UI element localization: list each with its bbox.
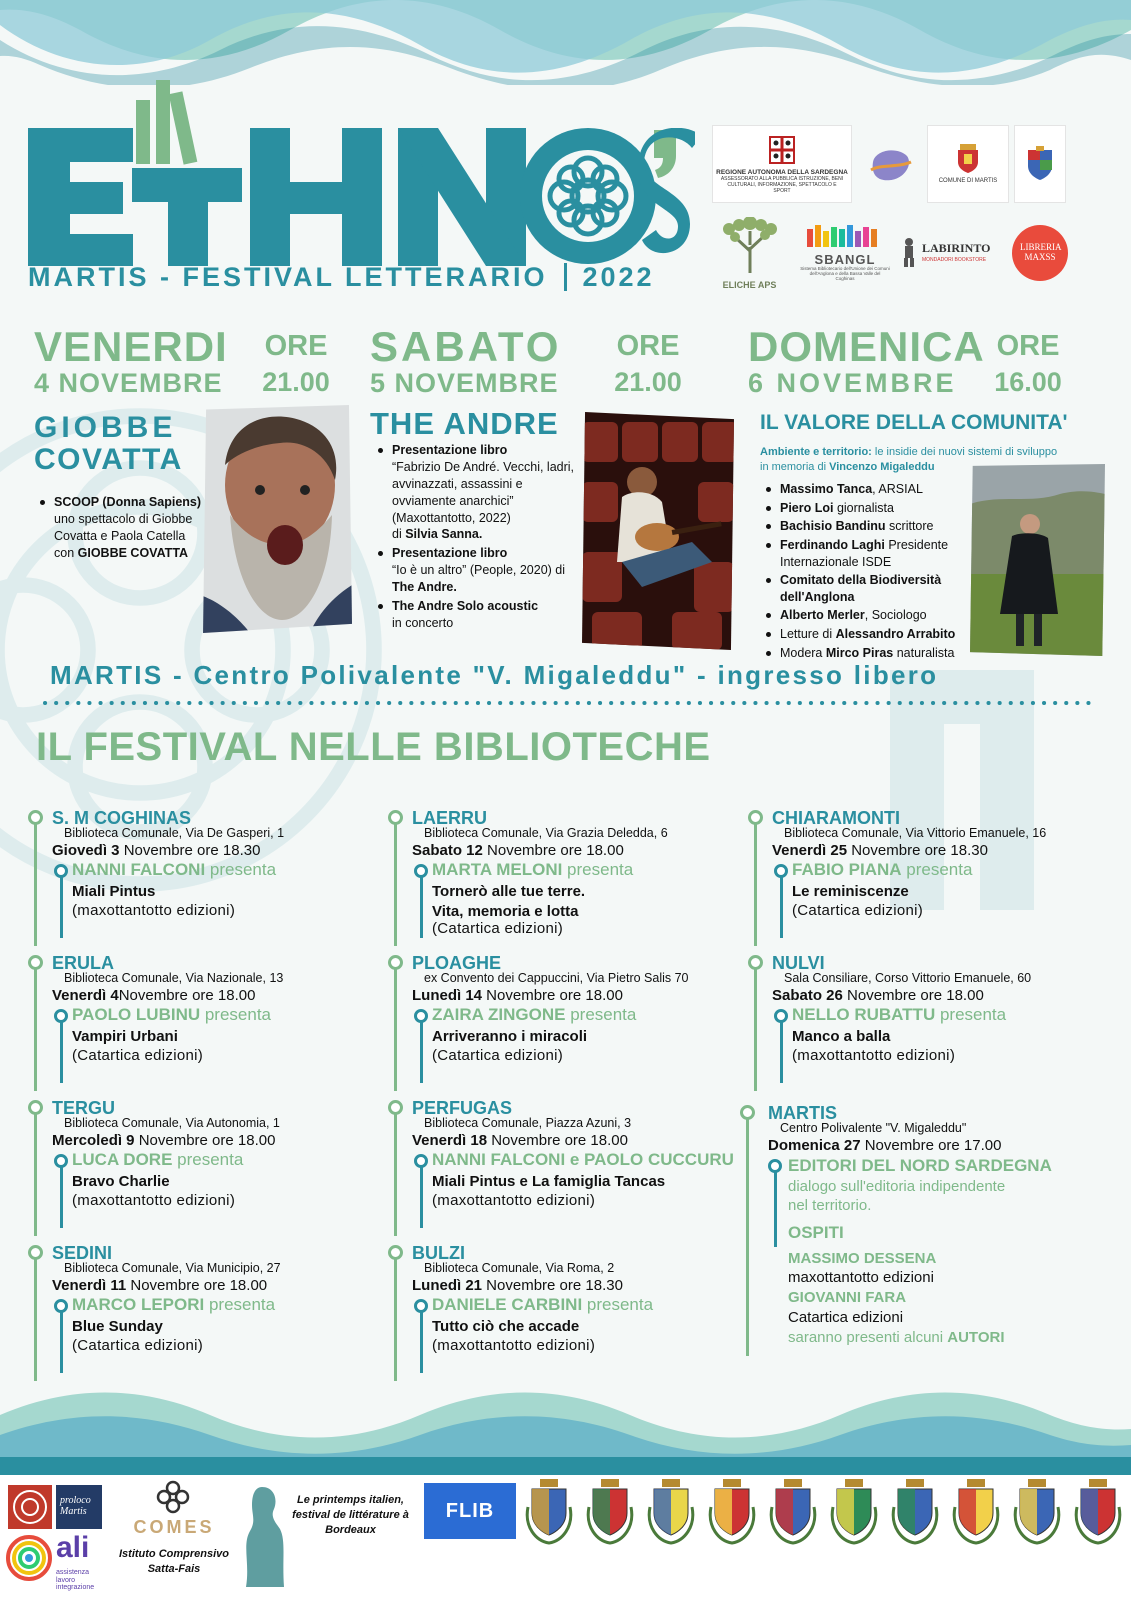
seal-icon: [8, 1485, 52, 1529]
sub-timeline-line: [420, 1305, 423, 1373]
timeline-line: [754, 816, 757, 946]
flib-logo: [424, 1483, 516, 1539]
library-date: Giovedì 3 Novembre ore 18.30: [52, 842, 261, 859]
day-name: VENERDI: [34, 323, 228, 370]
the-andre-photo: [582, 412, 734, 650]
sub-timeline-dot: [54, 1154, 68, 1168]
ethnos-logo: [28, 78, 688, 268]
printemps-italien-text: Le printemps italien, festival de littérature à Bordeaux: [292, 1494, 409, 1536]
dotted-divider: [42, 700, 1102, 706]
sub-timeline-dot: [774, 1009, 788, 1023]
event-andre-title: THE ANDRE: [370, 406, 559, 441]
timeline-dot: [388, 1100, 403, 1115]
book-spines-icon: [805, 225, 885, 247]
library-date: Venerdì 4Novembre ore 18.00: [52, 987, 256, 1004]
timeline-line: [34, 816, 37, 946]
provincia-crest-icon: [1026, 146, 1054, 182]
library-address: Biblioteca Comunale, Via Autonomia, 1: [64, 1116, 280, 1130]
anglona-map-icon: [867, 144, 913, 184]
guest-1-publisher: maxottantotto edizioni: [788, 1269, 934, 1286]
presenter: MARTA MELONI presenta: [432, 860, 634, 879]
list-item: Modera Mirco Piras naturalista: [762, 645, 972, 662]
library-date: Sabato 12 Novembre ore 18.00: [412, 842, 624, 859]
municipal-crest-icon: [829, 1477, 879, 1547]
publisher: (Catartica edizioni): [432, 1047, 564, 1064]
library-entry: [386, 808, 736, 938]
timeline-dot: [388, 955, 403, 970]
day-date: 5 NOVEMBRE: [370, 368, 559, 398]
publisher: (maxottantotto edizioni): [432, 1192, 596, 1209]
sub-timeline-line: [780, 870, 783, 938]
ore-label: ORE: [264, 330, 328, 362]
tree-icon: [719, 217, 781, 275]
book-title: Manco a balla: [792, 1028, 891, 1045]
subtitle-text: MARTIS - FESTIVAL LETTERARIO: [28, 262, 548, 292]
list-item: Alberto Merler, Sociologo: [762, 607, 972, 624]
timeline-line: [394, 816, 397, 946]
library-date: Venerdì 11 Novembre ore 18.00: [52, 1277, 268, 1294]
publisher: (Catartica edizioni): [72, 1047, 204, 1064]
sub-timeline-dot: [54, 864, 68, 878]
library-town: SEDINI: [52, 1243, 113, 1263]
library-entry: [746, 953, 1096, 1083]
publisher: (maxottantotto edizioni): [72, 902, 236, 919]
timeline-line: [746, 1111, 749, 1356]
library-date: Lunedì 21 Novembre ore 18.30: [412, 1277, 623, 1294]
library-address: Biblioteca Comunale, Via Municipio, 27: [64, 1261, 281, 1275]
library-town: NULVI: [772, 953, 825, 973]
sub-timeline-dot: [768, 1159, 782, 1173]
labirinto-name: LABIRINTO: [922, 241, 991, 255]
library-town: PERFUGAS: [412, 1098, 513, 1118]
martis-crest-icon: [956, 144, 980, 174]
timeline-dot: [748, 955, 763, 970]
library-address: Biblioteca Comunale, Via De Gasperi, 1: [64, 826, 285, 840]
publisher: (Catartica edizioni): [432, 920, 564, 937]
library-date: Lunedì 14 Novembre ore 18.00: [412, 987, 623, 1004]
footer-sponsors: [0, 1475, 1131, 1600]
sub-timeline-line: [60, 1160, 63, 1228]
timeline-dot: [748, 810, 763, 825]
list-item: Ferdinando Laghi Presidente Internazionale ISDE: [762, 537, 972, 570]
presenter: NANNI FALCONI presenta: [72, 860, 277, 879]
sbangl-name: SBANGL: [814, 252, 876, 267]
martis-event-title: EDITORI DEL NORD SARDEGNA: [788, 1156, 1052, 1175]
sub-timeline-line: [420, 870, 423, 938]
event-giobbe-details: [36, 494, 206, 564]
list-item: Comitato della Biodiversità dell'Anglona: [762, 572, 972, 605]
sub-timeline-line: [60, 870, 63, 938]
timeline-line: [34, 961, 37, 1091]
timeline-line: [394, 961, 397, 1091]
book-title: Blue Sunday: [72, 1318, 163, 1335]
library-entry: [26, 1098, 376, 1228]
sub-timeline-line: [780, 1015, 783, 1083]
giobbe-covatta-photo: [200, 405, 352, 633]
provincia-logo: [1014, 125, 1066, 203]
time-friday: [256, 332, 336, 396]
list-item: Piero Loi giornalista: [762, 500, 972, 517]
library-entry: [26, 808, 376, 938]
library-town: BULZI: [412, 1243, 465, 1263]
ali-rings-icon: [4, 1533, 54, 1583]
vincenzo-migaleddu-photo: [970, 464, 1105, 656]
presenter: PAOLO LUBINU presenta: [72, 1005, 272, 1024]
book-title: Miali Pintus: [72, 883, 156, 900]
library-entry: [26, 1243, 376, 1373]
timeline-dot: [28, 1245, 43, 1260]
library-town: ERULA: [52, 953, 114, 973]
municipal-crest-icon: [707, 1477, 757, 1547]
martis-address: Centro Polivalente "V. Migaleddu": [780, 1121, 967, 1135]
presenter: ZAIRA ZINGONE presenta: [432, 1005, 637, 1024]
event-andre-details: [374, 442, 586, 634]
martis-event: [738, 1103, 1118, 1363]
municipal-crest-icon: [951, 1477, 1001, 1547]
day-name: DOMENICA: [748, 323, 985, 370]
library-town: LAERRU: [412, 808, 487, 828]
martis-desc-line-2: nel territorio.: [788, 1197, 872, 1214]
comes-knot-icon: [155, 1479, 191, 1515]
library-town: PLOAGHE: [412, 953, 502, 973]
timeline-dot: [388, 810, 403, 825]
timeline-dot: [28, 955, 43, 970]
sub-timeline-dot: [54, 1299, 68, 1313]
day-saturday: [370, 323, 562, 398]
book-title: Le reminiscenze: [792, 883, 909, 900]
sardinia-coat-icon: [767, 135, 797, 165]
venue-line: MARTIS - Centro Polivalente "V. Migaleddu" - ingresso libero: [50, 660, 939, 690]
sub-timeline-dot: [774, 864, 788, 878]
regione-subtitle: ASSESSORATO ALLA PUBBLICA ISTRUZIONE, BENI CULTURALI, INFORMAZIONE, SPETTACOLO E SPORT: [720, 175, 844, 194]
library-date: Venerdì 25 Novembre ore 18.30: [772, 842, 988, 859]
timeline-line: [34, 1106, 37, 1236]
library-entry: [746, 808, 1096, 938]
ore-label: ORE: [996, 330, 1060, 362]
comes-name: COMES: [133, 1517, 215, 1537]
list-item: Bachisio Bandinu scrittore: [762, 518, 972, 535]
libreria-maxss-logo: [1012, 225, 1068, 281]
presenter: FABIO PIANA presenta: [792, 860, 973, 879]
sub-timeline-dot: [414, 864, 428, 878]
list-item: Massimo Tanca, ARSIAL: [762, 481, 972, 498]
eliche-name: ELICHE APS: [722, 280, 777, 290]
book-title: Miali Pintus e La famiglia Tancas: [432, 1173, 666, 1190]
timeline-dot: [388, 1245, 403, 1260]
book-title: Vampiri Urbani: [72, 1028, 178, 1045]
sub-timeline-line: [420, 1015, 423, 1083]
municipal-crest-icon: [524, 1477, 574, 1547]
timeline-dot: [28, 1100, 43, 1115]
municipal-crest-icon: [1073, 1477, 1123, 1547]
library-date: Mercoledì 9 Novembre ore 18.00: [52, 1132, 276, 1149]
flib-name: FLIB: [445, 1499, 495, 1522]
list-item: Presentazione libro “Io è un altro” (People, 2020) di The Andre.: [374, 545, 586, 596]
day-sunday: [748, 323, 985, 398]
list-item: Letture di Alessandro Arrabito: [762, 626, 972, 643]
event-valore-speakers: [762, 481, 972, 663]
publisher: (Catartica edizioni): [72, 1337, 204, 1354]
regione-name: REGIONE AUTONOMA DELLA SARDEGNA: [716, 168, 848, 176]
municipal-crest-icon: [585, 1477, 635, 1547]
top-wave-decoration: [0, 0, 1131, 85]
publisher: (maxottantotto edizioni): [432, 1337, 596, 1354]
library-address: Sala Consiliare, Corso Vittorio Emanuele, 60: [784, 971, 1032, 985]
publisher: (Catartica edizioni): [792, 902, 924, 919]
closing-note: saranno presenti alcuni AUTORI: [788, 1329, 1005, 1346]
ospiti-heading: OSPITI: [788, 1223, 844, 1242]
presenter: NELLO RUBATTU presenta: [792, 1005, 1007, 1024]
event-giobbe-title: [34, 412, 183, 475]
martis-date: Domenica 27 Novembre ore 17.00: [768, 1137, 1002, 1154]
subtitle-divider: [564, 263, 567, 291]
list-item: Presentazione libro “Fabrizio De André. Vecchi, ladri, avvinazzati, assassini e ovviamente anarchici” (Maxottantotto, 2022) di Silvia Sanna.: [374, 442, 586, 543]
timeline-dot: [740, 1105, 755, 1120]
timeline-line: [34, 1251, 37, 1381]
sub-timeline-dot: [414, 1009, 428, 1023]
bottom-wave-decoration: [0, 1385, 1131, 1475]
library-address: Biblioteca Comunale, Via Vittorio Emanuele, 16: [784, 826, 1047, 840]
festival-libraries-title: IL FESTIVAL NELLE BIBLIOTECHE: [36, 725, 711, 769]
library-address: Biblioteca Comunale, Via Nazionale, 13: [64, 971, 284, 985]
labirinto-subtitle: MONDADORI BOOKSTORE: [922, 257, 987, 263]
guest-2-name: GIOVANNI FARA: [788, 1289, 907, 1306]
presenter: DANIELE CARBINI presenta: [432, 1295, 654, 1314]
ali-name: ali: [56, 1531, 90, 1564]
library-town: TERGU: [52, 1098, 115, 1118]
book-title: Tutto ciò che accade: [432, 1318, 580, 1335]
day-name: SABATO: [370, 323, 562, 370]
sub-timeline-dot: [54, 1009, 68, 1023]
library-address: Biblioteca Comunale, Piazza Azuni, 3: [424, 1116, 632, 1130]
sub-timeline-dot: [414, 1299, 428, 1313]
martis-desc-line-1: dialogo sull'editoria indipendente: [788, 1178, 1006, 1195]
timeline-line: [394, 1251, 397, 1381]
libreria-name: LIBRERIA MAXSS: [1020, 242, 1062, 262]
library-town: CHIARAMONTI: [772, 808, 900, 828]
library-entry: [386, 953, 736, 1083]
proloco-logo: proloco Martis: [56, 1485, 102, 1529]
event-valore-title: IL VALORE DELLA COMUNITA': [760, 411, 1068, 434]
day-friday: [34, 323, 228, 398]
logo-letter-s: [640, 128, 695, 268]
guest-2-publisher: Catartica edizioni: [788, 1309, 904, 1326]
sub-timeline-dot: [414, 1154, 428, 1168]
book-title: Arriveranno i miracoli: [432, 1028, 588, 1045]
labirinto-logo: [900, 237, 1000, 277]
library-entry: [26, 953, 376, 1083]
red-crest-logo: [8, 1485, 52, 1529]
publisher: (maxottantotto edizioni): [792, 1047, 956, 1064]
comune-martis-logo: [927, 125, 1009, 203]
presenter: NANNI FALCONI e PAOLO CUCCURU: [432, 1150, 734, 1169]
publisher: (maxottantotto edizioni): [72, 1192, 236, 1209]
sub-timeline-line: [60, 1305, 63, 1373]
library-address: ex Convento dei Cappuccini, Via Pietro Salis 70: [424, 971, 689, 985]
sbangl-subtitle: Sistema Bibliotecario dell'Unione dei Comuni dell'Anglona e della Bassa Valle del Coghinas: [800, 266, 890, 281]
list-item: The Andre Solo acoustic in concerto: [374, 598, 586, 632]
time-value: 21.00: [614, 367, 682, 397]
sbangl-logo: [800, 225, 890, 285]
library-town: S. M COGHINAS: [52, 808, 192, 828]
minotaur-icon: [900, 237, 918, 267]
subtitle-year: 2022: [582, 262, 655, 292]
presenter: LUCA DORE presenta: [72, 1150, 244, 1169]
timeline-line: [394, 1106, 397, 1236]
sponsor-logos: [712, 125, 1072, 300]
comune-name: COMUNE DI MARTIS: [938, 178, 998, 184]
woman-silhouette-icon: [240, 1479, 288, 1591]
timeline-line: [754, 961, 757, 1091]
sub-timeline-line: [60, 1015, 63, 1083]
municipal-crest-icon: [768, 1477, 818, 1547]
time-value: 16.00: [994, 367, 1062, 397]
sub-timeline-line: [420, 1160, 423, 1228]
timeline-dot: [28, 810, 43, 825]
regione-sardegna-logo: [712, 125, 852, 203]
library-date: Venerdì 18 Novembre ore 18.00: [412, 1132, 628, 1149]
time-value: 21.00: [262, 367, 330, 397]
ali-subtitle: assistenza lavoro integrazione: [56, 1569, 95, 1592]
list-item: SCOOP (Donna Sapiens) uno spettacolo di Giobbe Covatta e Paola Catella con GIOBBE COVATTA: [36, 494, 206, 562]
municipal-crest-icon: [890, 1477, 940, 1547]
ore-label: ORE: [616, 330, 680, 362]
library-address: Biblioteca Comunale, Via Roma, 2: [424, 1261, 615, 1275]
municipal-crest-icon: [646, 1477, 696, 1547]
book-title: Bravo Charlie: [72, 1173, 170, 1190]
event-valore-subtitle: Ambiente e territorio: le insidie dei nuovi sistemi di sviluppo in memoria di Vincenzo Migaleddu: [760, 446, 1058, 474]
day-date: 6 NOVEMBRE: [748, 368, 957, 398]
festival-subtitle: [28, 262, 655, 293]
presenter: MARCO LEPORI presenta: [72, 1295, 276, 1314]
municipal-crest-icon: [1012, 1477, 1062, 1547]
library-date: Sabato 26 Novembre ore 18.00: [772, 987, 984, 1004]
anglona-logo: [857, 125, 922, 203]
day-date: 4 NOVEMBRE: [34, 368, 223, 398]
time-saturday: [608, 332, 688, 396]
guest-1-name: MASSIMO DESSENA: [788, 1250, 937, 1267]
sub-timeline-line: [774, 1165, 777, 1247]
martis-town: MARTIS: [768, 1103, 837, 1123]
title-line-1: GIOBBE: [34, 411, 177, 444]
library-entry: [386, 1098, 736, 1228]
book-title: Tornerò alle tue terre. Vita, memoria e lotta: [432, 883, 586, 920]
library-entry: [386, 1243, 736, 1373]
istituto-name: Istituto Comprensivo Satta-Fais: [118, 1548, 229, 1575]
library-address: Biblioteca Comunale, Via Grazia Deledda, 6: [424, 826, 668, 840]
time-sunday: [988, 332, 1068, 396]
eliche-logo: [712, 217, 787, 297]
title-line-2: COVATTA: [34, 442, 183, 476]
